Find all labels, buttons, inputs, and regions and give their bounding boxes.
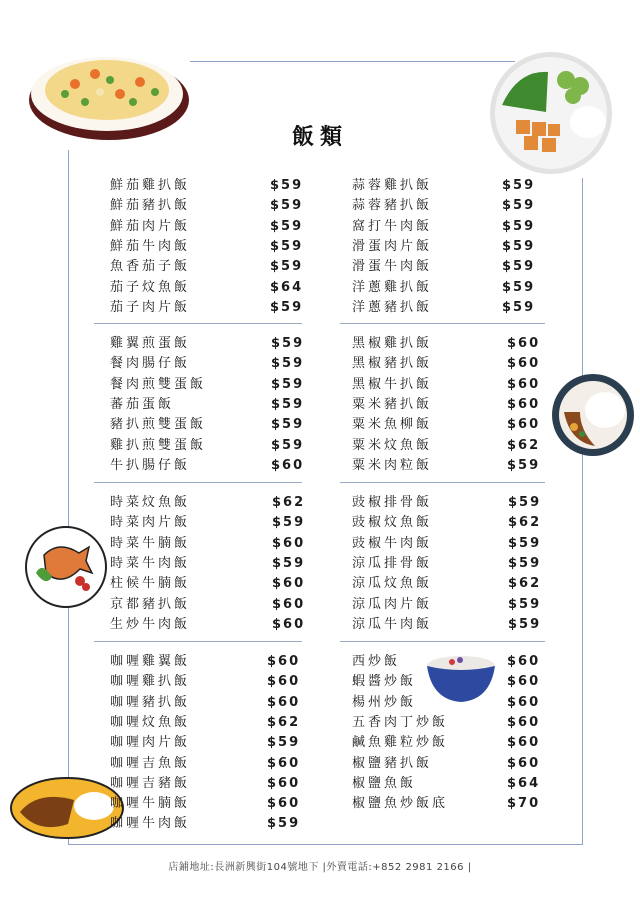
menu-item [352, 794, 552, 814]
menu-item-price: $60 [271, 457, 305, 473]
footer-contact: 店鋪地址:長洲新興街104號地下 |外賣電話:+852 2981 2166 | [168, 862, 472, 873]
frame-bottom-line [68, 844, 582, 845]
menu-item [110, 534, 310, 554]
section-divider [94, 482, 302, 483]
menu-item [110, 615, 310, 635]
curry-rice-plate-illustration [8, 772, 126, 840]
menu-item [352, 217, 552, 237]
menu-item [110, 176, 310, 196]
menu-item-price: $60 [267, 775, 301, 791]
menu-item-price: $59 [508, 555, 542, 571]
menu-item-name: 涼瓜牛肉飯 [352, 616, 433, 632]
menu-item-price: $62 [508, 515, 542, 531]
menu-item [110, 298, 310, 318]
section-divider [94, 641, 302, 642]
menu-item-price: $62 [267, 714, 301, 730]
menu-item-name: 洋蔥雞扒飯 [352, 279, 433, 295]
menu-item [352, 415, 552, 435]
menu-item [352, 237, 552, 257]
menu-item [110, 456, 310, 476]
menu-item-name: 咖喱肉片飯 [110, 735, 191, 751]
menu-item-name: 蝦醬炒飯 [352, 674, 417, 690]
menu-item [352, 733, 552, 753]
menu-item [352, 436, 552, 456]
menu-item-price: $60 [507, 674, 541, 690]
menu-item-name: 椒鹽魚炒飯底 [352, 796, 449, 812]
menu-item-price: $60 [507, 396, 541, 412]
curry-bowl-illustration [550, 372, 636, 458]
menu-item [110, 217, 310, 237]
menu-item-price: $59 [271, 336, 305, 351]
menu-item [352, 754, 552, 774]
menu-item-price: $59 [271, 376, 305, 392]
menu-item [352, 595, 552, 615]
menu-item-price: $60 [507, 417, 541, 433]
menu-item-price: $59 [270, 178, 304, 193]
frame-left-line [68, 150, 69, 845]
menu-item-price: $60 [507, 376, 541, 392]
menu-item [352, 615, 552, 635]
menu-item [110, 395, 310, 415]
frame-right-line [582, 178, 583, 845]
menu-item-price: $60 [507, 714, 541, 730]
menu-item-price: $70 [507, 796, 541, 812]
menu-item-name: 粟米豬扒飯 [352, 396, 433, 412]
menu-item [110, 354, 310, 374]
menu-item [110, 814, 310, 834]
menu-item-name: 豬扒煎雙蛋飯 [110, 417, 207, 433]
menu-item-name: 餐肉腸仔飯 [110, 356, 191, 372]
menu-item-name: 柱候牛腩飯 [110, 576, 191, 592]
menu-item-price: $59 [271, 396, 305, 412]
menu-item [352, 693, 552, 713]
menu-item-name: 咖喱雞扒飯 [110, 674, 191, 690]
menu-item [352, 278, 552, 298]
menu-item-name: 餐肉煎雙蛋飯 [110, 376, 207, 392]
menu-item-price: $60 [507, 755, 541, 771]
menu-item-name: 咖喱豬扒飯 [110, 694, 191, 710]
menu-item-name: 蕃茄蛋飯 [110, 396, 175, 412]
menu-item [110, 513, 310, 533]
menu-item-price: $59 [267, 735, 301, 751]
menu-item-price: $59 [270, 198, 304, 214]
menu-item-price: $59 [272, 515, 306, 531]
section-divider [340, 323, 545, 324]
menu-item-price: $62 [272, 495, 306, 510]
menu-item-price: $59 [508, 596, 542, 612]
menu-item-name: 蒜蓉雞扒飯 [352, 178, 433, 193]
menu-item-price: $59 [502, 238, 536, 254]
menu-item-price: $60 [507, 336, 541, 351]
menu-item [110, 554, 310, 574]
menu-item-name: 鹹魚雞粒炒飯 [352, 735, 449, 751]
menu-item-price: $60 [507, 356, 541, 372]
menu-item-name: 鮮茄雞扒飯 [110, 178, 191, 193]
menu-item-name: 滑蛋肉片飯 [352, 238, 433, 254]
menu-item [110, 334, 310, 354]
menu-item [110, 652, 310, 672]
menu-item [110, 794, 310, 814]
menu-item-name: 涼瓜炆魚飯 [352, 576, 433, 592]
menu-item [110, 196, 310, 216]
menu-item [352, 652, 552, 672]
menu-item-name: 窩打牛肉飯 [352, 218, 433, 234]
menu-item [352, 574, 552, 594]
menu-item-name: 時菜牛肉飯 [110, 555, 191, 571]
menu-item-name: 蒜蓉豬扒飯 [352, 198, 433, 214]
menu-item-price: $59 [271, 417, 305, 433]
menu-item [110, 774, 310, 794]
menu-item-price: $60 [272, 576, 306, 592]
menu-item-price: $59 [271, 356, 305, 372]
menu-item-name: 椒鹽豬扒飯 [352, 755, 433, 771]
menu-item-price: $59 [508, 616, 542, 632]
menu-item-name: 楊州炒飯 [352, 694, 417, 710]
menu-item-name: 雞扒煎雙蛋飯 [110, 437, 207, 453]
menu-item-price: $59 [502, 299, 536, 315]
menu-item [352, 395, 552, 415]
menu-item-name: 涼瓜排骨飯 [352, 555, 433, 571]
menu-item-name: 咖喱牛肉飯 [110, 816, 191, 832]
menu-item-name: 鮮茄豬扒飯 [110, 198, 191, 214]
menu-item [352, 375, 552, 395]
menu-item-name: 鮮茄牛肉飯 [110, 238, 191, 254]
menu-item [352, 554, 552, 574]
menu-item [352, 672, 552, 692]
section-divider [340, 641, 545, 642]
menu-item [110, 672, 310, 692]
menu-item-price: $59 [502, 259, 536, 275]
menu-item [352, 774, 552, 794]
menu-item-name: 椒鹽魚飯 [352, 775, 417, 791]
menu-item-price: $60 [272, 616, 306, 632]
menu-item-price: $62 [507, 437, 541, 453]
menu-item [110, 693, 310, 713]
menu-item [352, 257, 552, 277]
menu-item-name: 粟米魚柳飯 [352, 417, 433, 433]
menu-item-name: 洋蔥豬扒飯 [352, 299, 433, 315]
page-title: 飯類 [291, 125, 348, 150]
menu-item-price: $59 [508, 495, 542, 510]
menu-item-price: $60 [272, 596, 306, 612]
menu-item-name: 滑蛋牛肉飯 [352, 259, 433, 275]
menu-item [352, 713, 552, 733]
menu-item-name: 咖喱炆魚飯 [110, 714, 191, 730]
menu-item-price: $59 [272, 555, 306, 571]
menu-item [110, 493, 310, 513]
menu-item-name: 豉椒炆魚飯 [352, 515, 433, 531]
menu-item-price: $59 [502, 178, 536, 193]
menu-item-price: $60 [267, 694, 301, 710]
menu-item-name: 西炒飯 [352, 654, 401, 669]
menu-item-price: $60 [267, 755, 301, 771]
menu-item [110, 237, 310, 257]
menu-item-name: 黑椒牛扒飯 [352, 376, 433, 392]
menu-item [352, 456, 552, 476]
menu-item-price: $59 [507, 457, 541, 473]
menu-item-price: $60 [267, 654, 301, 669]
menu-item-name: 時菜牛腩飯 [110, 535, 191, 551]
menu-item-price: $60 [507, 654, 541, 669]
menu-item [352, 196, 552, 216]
menu-item [352, 513, 552, 533]
section-divider [94, 323, 302, 324]
menu-item [110, 713, 310, 733]
menu-item [110, 754, 310, 774]
menu-item-price: $62 [508, 576, 542, 592]
salad-plate-illustration [488, 50, 614, 176]
frame-top-line [190, 61, 515, 62]
menu-item-name: 茄子肉片飯 [110, 299, 191, 315]
menu-item [110, 257, 310, 277]
menu-item [352, 354, 552, 374]
menu-item-price: $60 [272, 535, 306, 551]
menu-item [110, 733, 310, 753]
menu-item [110, 375, 310, 395]
menu-item-name: 魚香茄子飯 [110, 259, 191, 275]
menu-item-price: $59 [270, 299, 304, 315]
menu-item-name: 咖喱吉豬飯 [110, 775, 191, 791]
fish-plate-illustration [24, 525, 108, 609]
menu-item-price: $59 [270, 238, 304, 254]
menu-item-name: 時菜肉片飯 [110, 515, 191, 531]
menu-item-name: 茄子炆魚飯 [110, 279, 191, 295]
menu-item-price: $64 [270, 279, 304, 295]
menu-item-name: 咖喱牛腩飯 [110, 796, 191, 812]
menu-item-name: 粟米肉粒飯 [352, 457, 433, 473]
menu-item-price: $60 [267, 796, 301, 812]
menu-item-name: 鮮茄肉片飯 [110, 218, 191, 234]
menu-item-price: $59 [502, 198, 536, 214]
menu-item [110, 595, 310, 615]
menu-item-price: $59 [508, 535, 542, 551]
menu-item-name: 五香肉丁炒飯 [352, 714, 449, 730]
menu-item-price: $59 [270, 259, 304, 275]
menu-item-price: $59 [271, 437, 305, 453]
menu-item [352, 334, 552, 354]
menu-item-price: $60 [267, 674, 301, 690]
menu-item [110, 436, 310, 456]
menu-item [110, 574, 310, 594]
menu-item-name: 黑椒雞扒飯 [352, 336, 433, 351]
menu-item-price: $59 [502, 279, 536, 295]
section-divider [340, 482, 545, 483]
menu-item-price: $60 [507, 694, 541, 710]
menu-item-name: 涼瓜肉片飯 [352, 596, 433, 612]
menu-item-name: 時菜炆魚飯 [110, 495, 191, 510]
menu-item-price: $64 [507, 775, 541, 791]
menu-item-name: 咖喱吉魚飯 [110, 755, 191, 771]
menu-item-price: $60 [507, 735, 541, 751]
menu-item [352, 534, 552, 554]
menu-item-name: 雞翼煎蛋飯 [110, 336, 191, 351]
menu-item-name: 京都豬扒飯 [110, 596, 191, 612]
menu-item [110, 278, 310, 298]
menu-item-name: 粟米炆魚飯 [352, 437, 433, 453]
menu-item [110, 415, 310, 435]
menu-item [352, 298, 552, 318]
menu-item-name: 生炒牛肉飯 [110, 616, 191, 632]
menu-item-price: $59 [502, 218, 536, 234]
menu-item-name: 黑椒豬扒飯 [352, 356, 433, 372]
menu-item-name: 咖喱雞翼飯 [110, 654, 191, 669]
menu-item [352, 176, 552, 196]
menu-item-price: $59 [270, 218, 304, 234]
menu-item-name: 豉椒牛肉飯 [352, 535, 433, 551]
menu-item-name: 豉椒排骨飯 [352, 495, 433, 510]
menu-item-price: $59 [267, 816, 301, 832]
menu-item-name: 牛扒腸仔飯 [110, 457, 191, 473]
menu-item [352, 493, 552, 513]
